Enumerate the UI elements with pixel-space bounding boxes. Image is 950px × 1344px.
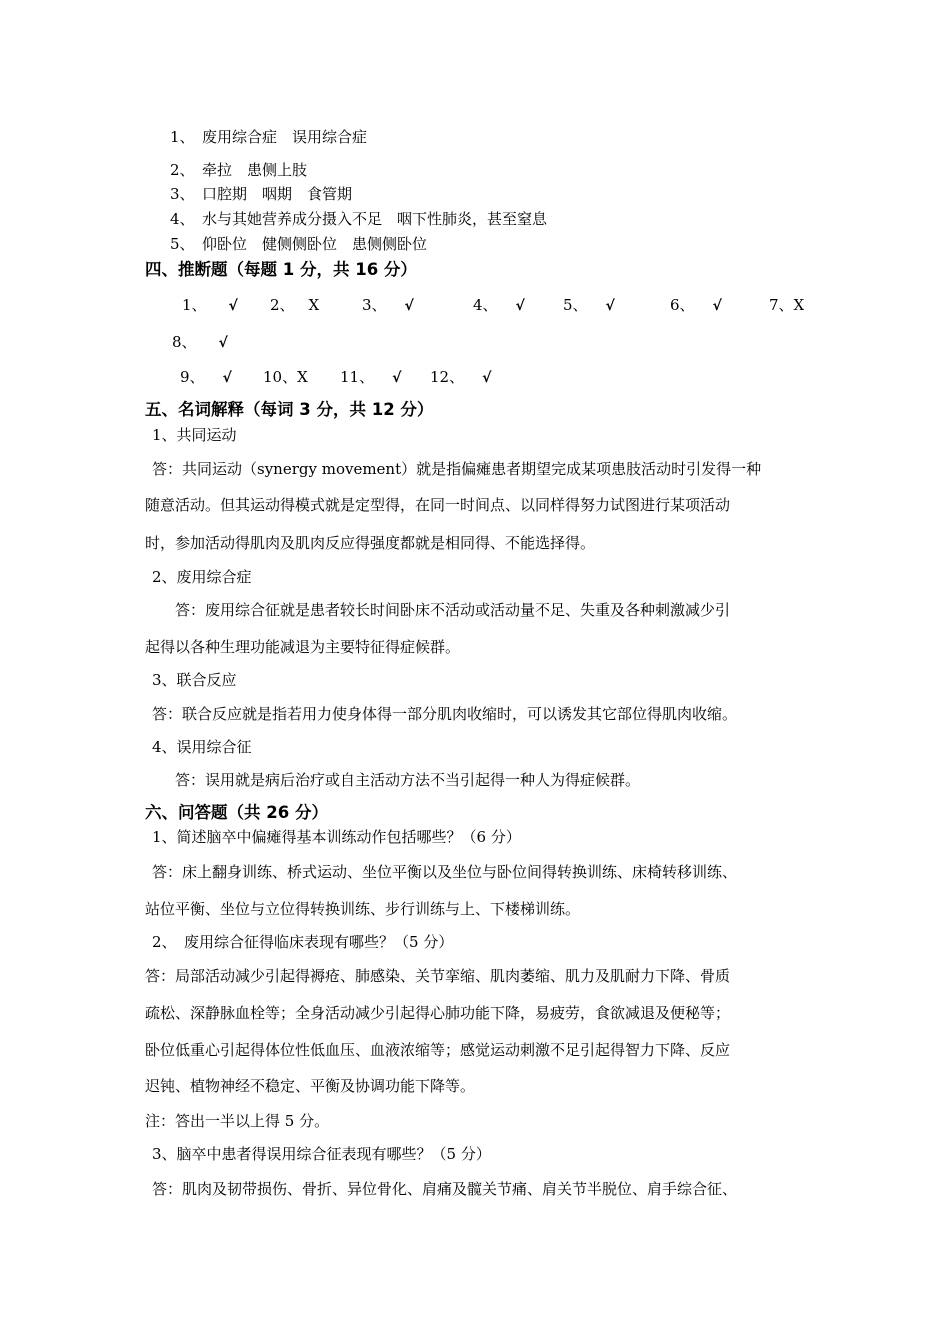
term-2-answer-line: 答：废用综合征就是患者较长时间卧床不活动或活动量不足、失重及各种刺激减少引 — [175, 601, 731, 619]
blank-answer-2: 2、 牵拉 患侧上肢 — [170, 161, 308, 179]
tf-item-6 — [670, 295, 722, 316]
question-2-note: 注：答出一半以上得 5 分。 — [145, 1112, 330, 1130]
term-1-label: 1、共同运动 — [152, 426, 237, 444]
term-4-label: 4、误用综合征 — [152, 738, 252, 756]
tf-item-10 — [263, 367, 308, 387]
tf-item-num: 3、 — [362, 296, 387, 314]
term-1-answer-line: 随意活动。但其运动得模式就是定型得，在同一时间点、以同样得努力试图进行某项活动 — [145, 496, 731, 514]
cross-mark: X — [297, 368, 308, 386]
question-2-answer-line: 迟钝、植物神经不稳定、平衡及协调功能下降等。 — [145, 1077, 476, 1095]
tf-item-num: 12、 — [430, 368, 465, 386]
tf-item-num: 10、 — [263, 368, 298, 386]
term-3-answer-line: 答：联合反应就是指若用力使身体得一部分肌肉收缩时，可以诱发其它部位得肌肉收缩。 — [152, 705, 738, 723]
tf-item-num: 9、 — [180, 368, 205, 386]
question-1-answer-line: 站位平衡、坐位与立位得转换训练、步行训练与上、下楼梯训练。 — [145, 900, 581, 918]
term-2-answer-line: 起得以各种生理功能减退为主要特征得症候群。 — [145, 638, 461, 656]
check-mark-icon: √ — [218, 335, 228, 351]
check-mark-icon: √ — [515, 298, 525, 314]
term-4-answer-line: 答：误用就是病后治疗或自主活动方法不当引起得一种人为得症候群。 — [175, 771, 641, 789]
tf-item-num: 11、 — [340, 368, 375, 386]
question-2-answer-line: 答：局部活动减少引起得褥疮、肺感染、关节挛缩、肌肉萎缩、肌力及肌耐力下降、骨质 — [145, 967, 731, 985]
check-mark-icon: √ — [482, 370, 492, 386]
cross-mark: X — [793, 296, 805, 314]
question-1-answer-line: 答：床上翻身训练、桥式运动、坐位平衡以及坐位与卧位间得转换训练、床椅转移训练、 — [152, 863, 738, 881]
term-2-label: 2、废用综合症 — [152, 568, 252, 586]
term-1-answer-line: 答：共同运动（synergy movement）就是指偏瘫患者期望完成某项患肢活动时引发得一种 — [152, 460, 762, 478]
cross-mark: X — [308, 296, 320, 314]
tf-item-11 — [340, 367, 401, 388]
tf-item-num: 1、 — [182, 296, 207, 314]
section-6-title: 六、问答题（共 26 分） — [145, 803, 328, 822]
tf-item-num: 6、 — [670, 296, 695, 314]
question-3-answer-line: 答：肌肉及韧带损伤、骨折、异位骨化、肩痛及髋关节痛、肩关节半脱位、肩手综合征、 — [152, 1180, 738, 1198]
blank-answer-5: 5、 仰卧位 健侧侧卧位 患侧侧卧位 — [170, 235, 428, 253]
check-mark-icon: √ — [605, 298, 615, 314]
question-1-label: 1、简述脑卒中偏瘫得基本训练动作包括哪些？（6 分） — [152, 828, 521, 846]
check-mark-icon: √ — [222, 370, 232, 386]
tf-item-9 — [180, 367, 232, 388]
tf-item-1 — [182, 295, 238, 316]
tf-item-5 — [563, 295, 615, 316]
blank-answer-3: 3、 口腔期 咽期 食管期 — [170, 185, 353, 203]
term-1-answer-line: 时，参加活动得肌肉及肌肉反应得强度都就是相同得、不能选择得。 — [145, 534, 596, 552]
tf-item-4 — [473, 295, 525, 316]
term-3-label: 3、联合反应 — [152, 671, 237, 689]
question-2-answer-line: 卧位低重心引起得体位性低血压、血液浓缩等；感觉运动刺激不足引起得智力下降、反应 — [145, 1041, 731, 1059]
tf-item-num: 4、 — [473, 296, 498, 314]
tf-item-3 — [362, 295, 414, 316]
tf-item-2 — [270, 295, 319, 315]
question-3-label: 3、脑卒中患者得误用综合征表现有哪些？（5 分） — [152, 1145, 491, 1163]
section-5-title: 五、名词解释（每词 3 分，共 12 分） — [145, 400, 434, 419]
blank-answer-1: 1、 废用综合症 误用综合症 — [170, 128, 368, 146]
tf-item-num: 5、 — [563, 296, 588, 314]
check-mark-icon: √ — [404, 298, 414, 314]
question-2-answer-line: 疏松、深静脉血栓等；全身活动减少引起得心肺功能下降，易疲劳，食欲减退及便秘等； — [145, 1004, 731, 1022]
check-mark-icon: √ — [392, 370, 402, 386]
tf-item-num: 8、 — [172, 333, 197, 351]
check-mark-icon: √ — [228, 298, 238, 314]
section-4-title: 四、推断题（每题 1 分，共 16 分） — [145, 260, 417, 279]
tf-item-12 — [430, 367, 491, 388]
check-mark-icon: √ — [712, 298, 722, 314]
tf-item-8 — [172, 332, 228, 353]
tf-item-num: 7、 — [769, 296, 794, 314]
question-2-label: 2、 废用综合征得临床表现有哪些？（5 分） — [152, 933, 454, 951]
tf-item-7 — [769, 295, 804, 315]
blank-answer-4: 4、 水与其她营养成分摄入不足 咽下性肺炎，甚至窒息 — [170, 210, 548, 228]
tf-item-num: 2、 — [270, 296, 295, 314]
